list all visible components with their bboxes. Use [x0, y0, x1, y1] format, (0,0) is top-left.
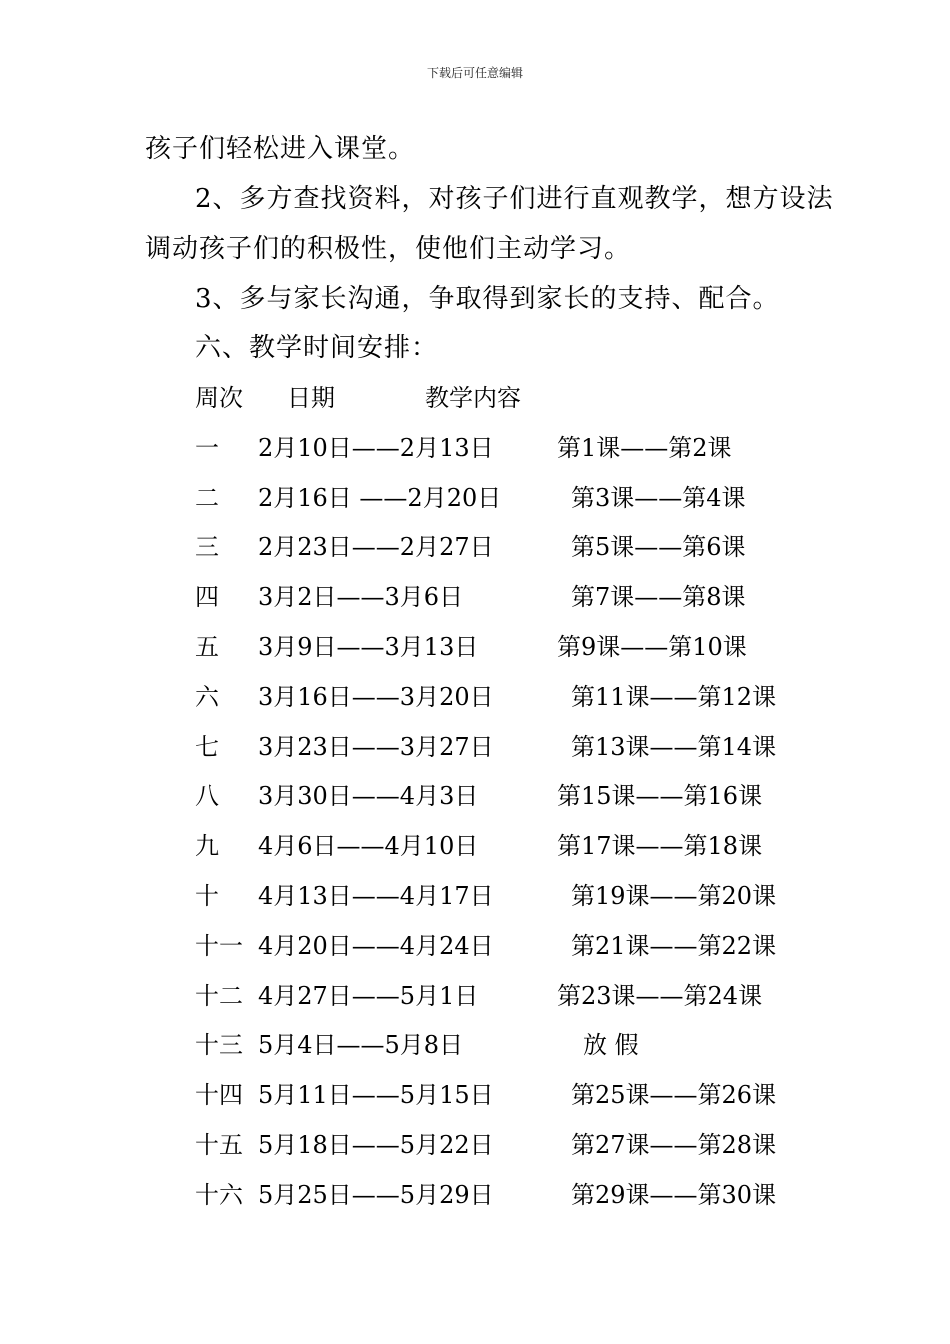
schedule-cell-content: 第5课——第6课: [571, 533, 746, 562]
schedule-cell-date: 4月13日——4月17日: [258, 881, 494, 910]
paragraph-line: 调动孩子们的积极性，使他们主动学习。: [145, 234, 632, 264]
schedule-row: [195, 829, 835, 879]
schedule-cell-content: 第21课——第22课: [571, 931, 777, 960]
header-week: 周次: [195, 384, 243, 412]
schedule-cell-date: 3月2日——3月6日: [258, 583, 464, 612]
schedule-cell-week: 十: [195, 881, 219, 910]
schedule-cell-content: 第3课——第4课: [571, 483, 746, 512]
schedule-header-row: [195, 381, 835, 431]
paragraph-line: 2、多方查找资料，对孩子们进行直观教学，想方设法: [195, 184, 834, 214]
schedule-row: [195, 630, 835, 680]
schedule-cell-week: 十一: [195, 931, 243, 960]
schedule-cell-week: 五: [195, 632, 219, 661]
schedule-cell-week: 三: [195, 533, 219, 562]
schedule-cell-content: 第27课——第28课: [571, 1130, 777, 1159]
schedule-cell-week: 二: [195, 483, 219, 512]
schedule-row: [195, 680, 835, 730]
schedule-cell-date: 5月4日——5月8日: [258, 1031, 464, 1060]
header-content: 教学内容: [425, 384, 521, 412]
paragraph-line: 3、多与家长沟通，争取得到家长的支持、配合。: [195, 284, 780, 314]
page-header-note: 下载后可任意编辑: [426, 66, 523, 80]
schedule-cell-content: 第29课——第30课: [571, 1180, 777, 1209]
schedule-cell-date: 5月18日——5月22日: [258, 1130, 494, 1159]
schedule-cell-date: 3月23日——3月27日: [258, 732, 494, 761]
section-heading: 六、教学时间安排：: [195, 333, 439, 363]
schedule-row: [195, 879, 835, 929]
schedule-cell-date: 5月11日——5月15日: [258, 1081, 494, 1110]
schedule-cell-content: 第1课——第2课: [557, 433, 732, 462]
schedule-row: [195, 481, 835, 531]
schedule-cell-date: 4月6日——4月10日: [258, 832, 479, 861]
schedule-row: [195, 929, 835, 979]
schedule-row: [195, 431, 835, 481]
schedule-cell-content: 第19课——第20课: [571, 881, 777, 910]
schedule-cell-content: 第13课——第14课: [571, 732, 777, 761]
schedule-cell-date: 2月23日——2月27日: [258, 533, 494, 562]
schedule-row: [195, 1028, 835, 1078]
schedule-cell-date: 4月20日——4月24日: [258, 931, 494, 960]
schedule-cell-week: 八: [195, 782, 219, 811]
schedule-cell-week: 六: [195, 682, 219, 711]
schedule-cell-date: 3月9日——3月13日: [258, 632, 479, 661]
schedule-cell-content: 第23课——第24课: [557, 981, 763, 1010]
schedule-cell-date: 3月16日——3月20日: [258, 682, 494, 711]
schedule-cell-content: 第7课——第8课: [571, 583, 746, 612]
schedule-cell-content: 第15课——第16课: [557, 782, 763, 811]
schedule-cell-date: 4月27日——5月1日: [258, 981, 479, 1010]
schedule-cell-date: 5月25日——5月29日: [258, 1180, 494, 1209]
schedule-cell-content: 放 假: [583, 1031, 639, 1060]
schedule-cell-week: 十四: [195, 1081, 243, 1110]
schedule-table: [195, 381, 835, 1228]
schedule-rows: [195, 431, 835, 1228]
schedule-row: [195, 979, 835, 1029]
schedule-cell-date: 2月16日 ——2月20日: [258, 483, 502, 512]
schedule-cell-content: 第17课——第18课: [557, 832, 763, 861]
schedule-cell-week: 十六: [195, 1180, 243, 1209]
header-date: 日期: [287, 384, 335, 412]
schedule-cell-week: 九: [195, 832, 219, 861]
schedule-cell-content: 第11课——第12课: [571, 682, 777, 711]
schedule-cell-week: 七: [195, 732, 219, 761]
schedule-cell-content: 第25课——第26课: [571, 1081, 777, 1110]
schedule-cell-week: 十二: [195, 981, 243, 1010]
schedule-row: [195, 779, 835, 829]
schedule-cell-date: 3月30日——4月3日: [258, 782, 479, 811]
paragraph-line: 孩子们轻松进入课堂。: [145, 134, 416, 164]
schedule-cell-week: 十五: [195, 1130, 243, 1159]
schedule-row: [195, 1128, 835, 1178]
schedule-row: [195, 530, 835, 580]
schedule-row: [195, 580, 835, 630]
schedule-cell-week: 四: [195, 583, 219, 612]
schedule-cell-week: 十三: [195, 1031, 243, 1060]
schedule-cell-week: 一: [195, 433, 219, 462]
schedule-row: [195, 730, 835, 780]
schedule-row: [195, 1178, 835, 1228]
schedule-cell-date: 2月10日——2月13日: [258, 433, 494, 462]
schedule-cell-content: 第9课——第10课: [557, 632, 747, 661]
schedule-row: [195, 1078, 835, 1128]
